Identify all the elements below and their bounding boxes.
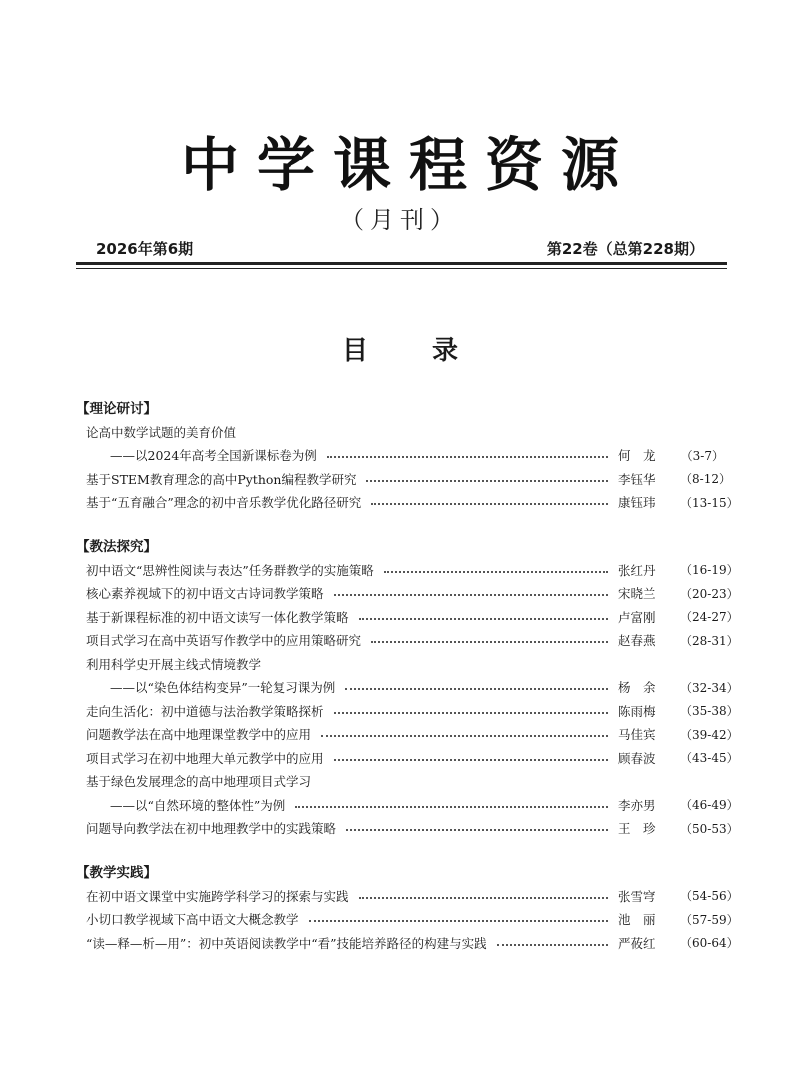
entry-title: 在初中语文课堂中实施跨学科学习的探索与实践 bbox=[86, 888, 349, 904]
leader-dots bbox=[346, 829, 608, 831]
section-header: 【教学实践】 bbox=[76, 865, 157, 881]
journal-title: 中学课程资源 bbox=[180, 131, 637, 199]
header-rule-thick bbox=[76, 262, 727, 265]
leader-dots bbox=[366, 480, 608, 482]
entry-pages: （43-45） bbox=[680, 751, 739, 766]
toc-entry[interactable] bbox=[76, 699, 739, 723]
toc-section bbox=[76, 398, 739, 514]
toc-entry[interactable] bbox=[76, 467, 731, 491]
leader-dots bbox=[334, 594, 608, 596]
entry-title: 基于新课程标准的初中语文读写一体化教学策略 bbox=[86, 609, 349, 625]
toc-entry[interactable] bbox=[76, 676, 739, 700]
entry-title: 基于绿色发展理念的高中地理项目式学习 bbox=[86, 774, 312, 790]
entry-author: 杨 余 bbox=[618, 680, 656, 696]
entry-author: 赵春燕 bbox=[618, 633, 656, 649]
entry-author: 王 珍 bbox=[618, 821, 656, 837]
toc-heading bbox=[0, 330, 800, 367]
entry-author: 马佳宾 bbox=[618, 727, 656, 743]
entry-pages: （60-64） bbox=[680, 936, 739, 951]
entry-title: 初中语文“思辨性阅读与表达”任务群教学的实施策略 bbox=[86, 562, 374, 578]
issue-volume: 第22卷（总第228期） bbox=[546, 240, 704, 258]
entry-author: 池 丽 bbox=[618, 912, 656, 928]
toc-entry[interactable] bbox=[76, 582, 739, 606]
leader-dots bbox=[334, 759, 608, 761]
entry-author: 顾春波 bbox=[618, 750, 656, 766]
entry-title: ——以“染色体结构变异”一轮复习课为例 bbox=[110, 680, 336, 696]
entry-pages: （39-42） bbox=[680, 727, 739, 742]
entry-pages: （28-31） bbox=[680, 633, 739, 648]
toc-entry[interactable] bbox=[76, 652, 724, 676]
entry-author: 宋晓兰 bbox=[618, 586, 656, 602]
entry-pages: （57-59） bbox=[680, 912, 739, 927]
entry-title: 问题导向教学法在初中地理教学中的实践策略 bbox=[86, 821, 337, 837]
leader-dots bbox=[334, 712, 608, 714]
toc-entry[interactable] bbox=[76, 770, 724, 794]
entry-pages: （54-56） bbox=[680, 889, 739, 904]
entry-title: 基于STEM教育理念的高中Python编程教学研究 bbox=[86, 471, 357, 487]
leader-dots bbox=[359, 897, 608, 899]
journal-frequency: （月刊） bbox=[340, 206, 460, 234]
toc-entry[interactable] bbox=[76, 931, 739, 955]
toc-entry[interactable] bbox=[76, 444, 724, 468]
toc-entry[interactable] bbox=[76, 491, 739, 515]
entry-pages: （8-12） bbox=[680, 472, 731, 487]
toc-entry[interactable] bbox=[76, 558, 739, 582]
toc-section bbox=[76, 536, 739, 840]
entry-author: 张红丹 bbox=[618, 562, 656, 578]
toc-heading-char-2: 录 bbox=[432, 336, 459, 366]
entry-pages: （16-19） bbox=[680, 563, 739, 578]
entry-title: 项目式学习在初中地理大单元教学中的应用 bbox=[86, 750, 324, 766]
leader-dots bbox=[327, 456, 608, 458]
toc-entry[interactable] bbox=[76, 884, 739, 908]
toc-entry[interactable] bbox=[76, 420, 724, 444]
entry-pages: （50-53） bbox=[680, 821, 739, 836]
section-header: 【理论研讨】 bbox=[76, 401, 157, 417]
entry-pages: （3-7） bbox=[680, 448, 724, 463]
entry-author: 严莜红 bbox=[618, 935, 656, 951]
entry-author: 李钰华 bbox=[618, 471, 656, 487]
issue-line bbox=[96, 238, 704, 259]
entry-pages: （20-23） bbox=[680, 586, 739, 601]
toc-heading-char-1: 目 bbox=[341, 336, 368, 366]
leader-dots bbox=[371, 641, 608, 643]
leader-dots bbox=[497, 944, 608, 946]
entry-title: 论高中数学试题的美育价值 bbox=[86, 424, 237, 440]
entry-pages: （24-27） bbox=[680, 610, 739, 625]
entry-title: “读—释—析—用”：初中英语阅读教学中“看”技能培养路径的构建与实践 bbox=[86, 935, 487, 951]
leader-dots bbox=[359, 618, 608, 620]
entry-title: 问题教学法在高中地理课堂教学中的应用 bbox=[86, 727, 312, 743]
toc-entry[interactable] bbox=[76, 746, 739, 770]
entry-title: 小切口教学视域下高中语文大概念教学 bbox=[86, 912, 299, 928]
toc-entry[interactable] bbox=[76, 629, 739, 653]
toc-entry[interactable] bbox=[76, 908, 739, 932]
toc-entry[interactable] bbox=[76, 817, 739, 841]
toc-entry[interactable] bbox=[76, 723, 739, 747]
entry-pages: （32-34） bbox=[680, 680, 739, 695]
entry-pages: （46-49） bbox=[680, 798, 739, 813]
section-header: 【教法探究】 bbox=[76, 539, 157, 555]
entry-author: 何 龙 bbox=[618, 448, 656, 464]
entry-author: 陈雨梅 bbox=[618, 703, 656, 719]
entry-author: 李亦男 bbox=[618, 797, 656, 813]
toc-entry[interactable] bbox=[76, 793, 739, 817]
leader-dots bbox=[309, 920, 608, 922]
entry-author: 卢富刚 bbox=[618, 609, 656, 625]
header-rule-thin bbox=[76, 268, 727, 269]
leader-dots bbox=[295, 806, 608, 808]
entry-author: 张雪穹 bbox=[618, 888, 656, 904]
leader-dots bbox=[321, 735, 608, 737]
entry-pages: （35-38） bbox=[680, 704, 739, 719]
issue-date: 2026年第6期 bbox=[96, 240, 194, 258]
entry-title: 基于“五育融合”理念的初中音乐教学优化路径研究 bbox=[86, 495, 362, 511]
leader-dots bbox=[384, 571, 608, 573]
entry-title: ——以2024年高考全国新课标卷为例 bbox=[110, 448, 317, 464]
entry-author: 康钰玮 bbox=[618, 495, 656, 511]
leader-dots bbox=[345, 688, 608, 690]
toc-section bbox=[76, 862, 739, 955]
toc-entry[interactable] bbox=[76, 605, 739, 629]
table-of-contents bbox=[76, 398, 739, 977]
leader-dots bbox=[371, 503, 608, 505]
entry-title: 走向生活化：初中道德与法治教学策略探析 bbox=[86, 703, 324, 719]
entry-title: 项目式学习在高中英语写作教学中的应用策略研究 bbox=[86, 633, 362, 649]
entry-title: 核心素养视域下的初中语文古诗词教学策略 bbox=[86, 586, 324, 602]
entry-title: 利用科学史开展主线式情境教学 bbox=[86, 656, 262, 672]
entry-pages: （13-15） bbox=[680, 495, 739, 510]
entry-title: ——以“自然环境的整体性”为例 bbox=[110, 797, 286, 813]
